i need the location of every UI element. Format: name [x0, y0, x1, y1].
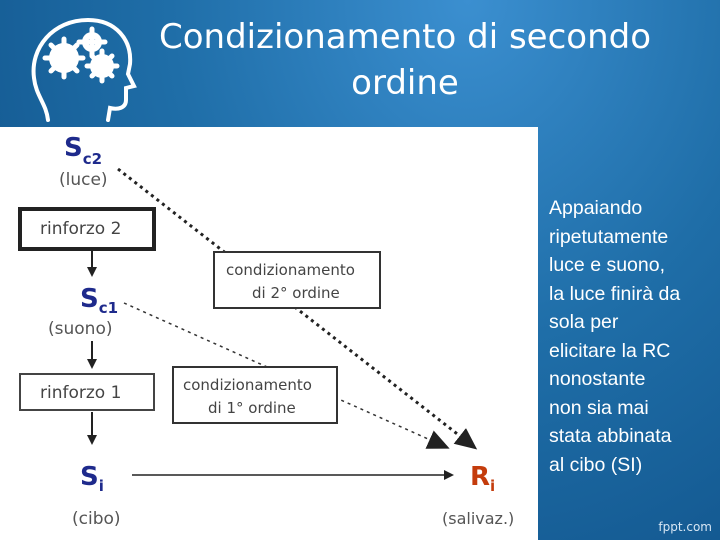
si-subscript: i [98, 477, 104, 495]
sc2-label [64, 133, 102, 168]
slide-title-line-2: ordine [351, 63, 459, 103]
sc1-subscript: c1 [98, 299, 119, 317]
ri-main: R [470, 462, 491, 492]
explanation-line: Appaiando [549, 197, 643, 219]
explanation-line: stata abbinata [549, 425, 672, 447]
si-caption: (cibo) [72, 509, 121, 529]
explanation-line: ripetutamente [549, 225, 669, 248]
ri-caption: (salivaz.) [442, 509, 515, 528]
sc2-subscript: c2 [82, 150, 103, 168]
sc2-main: S [64, 133, 83, 163]
explanation-line: al cibo (SI) [549, 453, 643, 476]
second-order-line-2: di 2° ordine [252, 284, 340, 302]
explanation-line: sola per [549, 311, 619, 333]
reinforcement-1-label: rinforzo 1 [40, 383, 122, 403]
footer-watermark: fppt.com [658, 520, 712, 534]
first-order-line-1: condizionamento [183, 376, 312, 394]
first-order-line-2: di 1° ordine [208, 399, 296, 417]
explanation-line: la luce finirà da [549, 282, 681, 305]
sc1-caption: (suono) [48, 319, 113, 339]
explanation-line: luce e suono, [549, 254, 666, 276]
si-main: S [80, 462, 99, 492]
si-label [80, 462, 104, 495]
second-order-line-1: condizionamento [226, 261, 355, 279]
brain-gears-icon [18, 8, 138, 126]
sc1-main: S [80, 284, 99, 314]
sc2-caption: (luce) [59, 170, 108, 190]
conditioning-diagram [0, 127, 538, 540]
reinforcement-2-label: rinforzo 2 [40, 219, 122, 239]
sc1-label [80, 284, 118, 317]
ri-subscript: i [490, 477, 496, 495]
explanation-line: non sia mai [549, 396, 649, 419]
ri-label [470, 462, 495, 495]
slide-title-line-1: Condizionamento di secondo [158, 17, 652, 57]
slide-title [130, 14, 680, 106]
explanation-text [549, 194, 717, 479]
explanation-line: elicitare la RC [549, 339, 671, 362]
explanation-line: nonostante [549, 368, 646, 390]
